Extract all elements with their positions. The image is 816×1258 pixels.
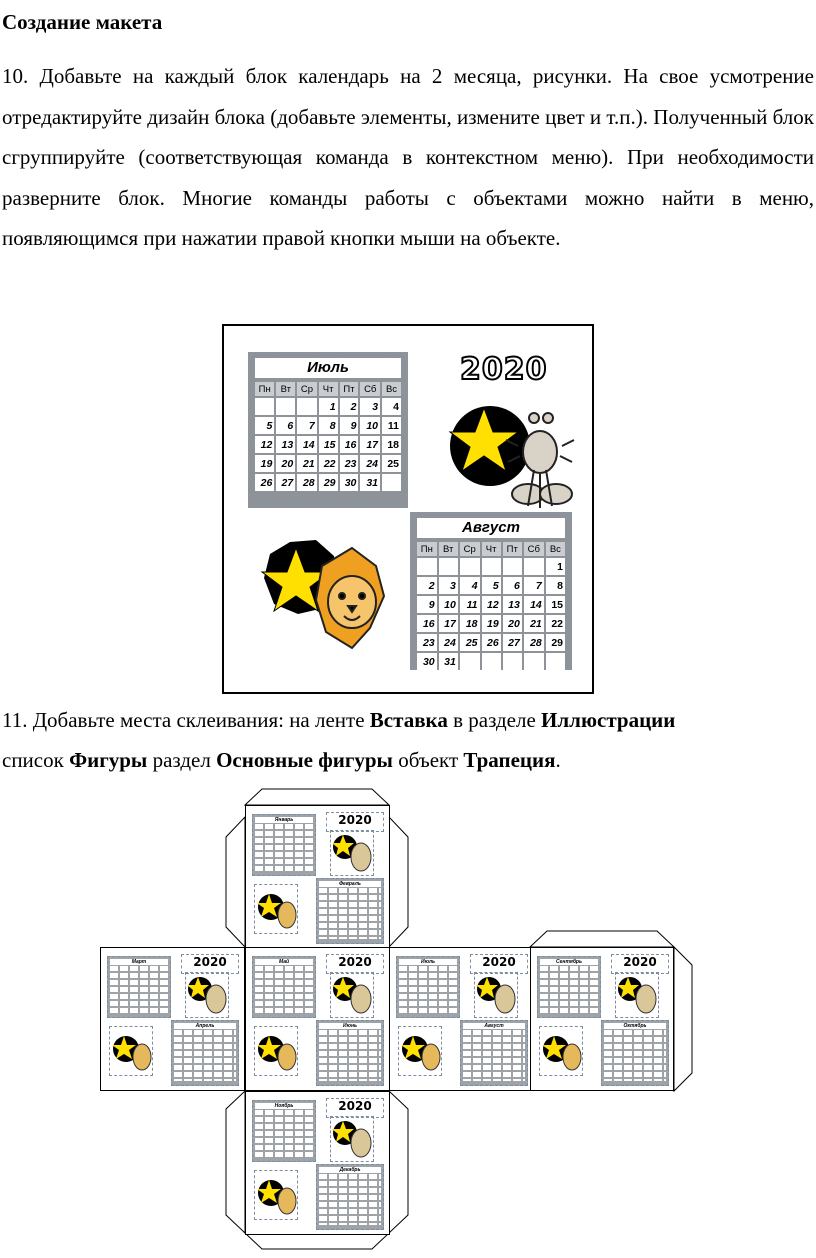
step-11-paragraph <box>2 700 814 780</box>
calendar-day-cell: 16 <box>417 615 437 632</box>
calendar-july <box>248 352 408 508</box>
calendar-day-cell <box>417 558 437 575</box>
glue-tab-top-right <box>389 817 408 947</box>
mini-calendar-grid <box>255 966 313 1013</box>
month-title-july: Июль <box>255 358 401 378</box>
calendar-day-cell: 9 <box>417 596 437 613</box>
calendar-day-cell <box>460 653 480 670</box>
mini-year-label: 2020 <box>326 1098 384 1118</box>
glue-tab-top <box>226 817 245 947</box>
calendar-day-cell: 6 <box>276 417 295 434</box>
calendar-day-cell <box>482 653 501 670</box>
calendar-day-cell: 17 <box>439 615 458 632</box>
calendar-day-cell: 9 <box>340 417 359 434</box>
bold-term-basic-shapes: Основные фигуры <box>216 748 393 772</box>
calendar-day-cell: 2 <box>340 398 359 415</box>
calendar-day-cell <box>546 653 565 670</box>
calendar-day-cell: 24 <box>360 455 380 472</box>
star-icon <box>255 1027 297 1075</box>
mini-zodiac-image <box>330 972 374 1018</box>
mini-zodiac-image <box>254 1170 298 1220</box>
calendar-day-cell: 13 <box>503 596 522 613</box>
glue-tab-right <box>530 931 674 947</box>
calendar-week-row <box>255 455 401 472</box>
cube-face <box>245 1091 390 1235</box>
calendar-day-cell: 27 <box>503 634 522 651</box>
bold-term-insert: Вставка <box>369 708 448 732</box>
calendar-day-cell: 10 <box>360 417 380 434</box>
calendar-day-cell: 1 <box>546 558 565 575</box>
mini-year-label: 2020 <box>326 954 384 974</box>
calendar-day-cell: 23 <box>417 634 437 651</box>
star-icon <box>475 973 517 1017</box>
mini-calendar-grid <box>319 1174 381 1225</box>
calendar-day-cell: 3 <box>360 398 380 415</box>
text-fragment: список <box>2 748 70 772</box>
mini-calendar-grid <box>255 824 313 871</box>
calendar-day-cell <box>276 398 295 415</box>
mini-calendar-grid <box>319 888 381 939</box>
mini-calendar <box>252 814 316 876</box>
calendar-day-cell: 28 <box>297 474 316 491</box>
mini-zodiac-image <box>474 972 518 1018</box>
star-icon <box>110 1027 152 1075</box>
calendar-day-cell: 16 <box>340 436 359 453</box>
calendar-day-cell <box>482 558 501 575</box>
mini-zodiac-image <box>398 1026 442 1076</box>
calendar-day-cell: 20 <box>503 615 522 632</box>
month-title-august: Август <box>417 518 565 538</box>
calendar-day-cell: 6 <box>503 577 522 594</box>
mini-zodiac-image <box>330 1116 374 1162</box>
calendar-day-cell: 25 <box>460 634 480 651</box>
cube-face <box>245 947 390 1091</box>
glue-tab-bottom <box>245 1233 389 1249</box>
calendar-day-cell: 7 <box>524 577 544 594</box>
weekday-header: Пт <box>340 382 359 396</box>
mini-zodiac-image <box>615 972 659 1018</box>
mini-month-title: Февраль <box>319 881 381 887</box>
mini-calendar-grid <box>319 1030 381 1081</box>
glue-tab-top-top <box>245 789 389 805</box>
star-icon <box>331 831 373 875</box>
weekday-header: Пн <box>255 382 274 396</box>
cube-face <box>530 947 674 1091</box>
calendar-day-cell: 12 <box>482 596 501 613</box>
glue-tab-bottom-left <box>226 1091 245 1233</box>
mini-calendar-grid <box>174 1030 236 1081</box>
mini-month-title: Январь <box>255 817 313 823</box>
calendar-day-cell: 23 <box>340 455 359 472</box>
calendar-day-cell <box>439 558 458 575</box>
weekday-header: Вс <box>546 542 565 556</box>
cube-net-figure <box>100 785 700 1253</box>
mini-year-label: 2020 <box>181 954 239 974</box>
calendar-day-cell: 10 <box>439 596 458 613</box>
calendar-day-cell: 31 <box>360 474 380 491</box>
mini-calendar-grid <box>604 1030 666 1081</box>
weekday-header: Сб <box>524 542 544 556</box>
mini-calendar-grid <box>463 1030 525 1081</box>
calendar-day-cell: 11 <box>460 596 480 613</box>
mini-year-label: 2020 <box>470 954 528 974</box>
calendar-week-row <box>255 474 401 491</box>
mini-year-label: 2020 <box>611 954 669 974</box>
calendar-day-cell: 5 <box>482 577 501 594</box>
star-icon <box>540 1027 582 1075</box>
star-icon <box>255 885 297 933</box>
mini-calendar <box>537 956 601 1018</box>
glue-tab-far-right <box>674 947 692 1091</box>
star-icon <box>186 973 228 1017</box>
mini-month-title: Август <box>463 1023 525 1029</box>
mini-calendar <box>252 956 316 1018</box>
calendar-day-cell: 8 <box>546 577 565 594</box>
weekday-header: Вс <box>382 382 401 396</box>
calendar-week-row <box>255 398 401 415</box>
text-fragment: 11. Добавьте места склеивания: на ленте <box>2 708 370 732</box>
mini-calendar <box>171 1020 239 1086</box>
calendar-day-cell: 21 <box>297 455 316 472</box>
mini-calendar <box>601 1020 669 1086</box>
year-label: 2020 <box>460 352 548 387</box>
mini-month-title: Декабрь <box>319 1167 381 1173</box>
calendar-day-cell: 18 <box>382 436 401 453</box>
calendar-day-cell: 15 <box>546 596 565 613</box>
weekday-header: Пт <box>503 542 522 556</box>
calendar-day-cell: 22 <box>319 455 338 472</box>
mini-calendar <box>316 878 384 944</box>
calendar-week-row <box>255 436 401 453</box>
calendar-day-cell: 20 <box>276 455 295 472</box>
calendar-day-cell: 15 <box>319 436 338 453</box>
calendar-day-cell <box>524 558 544 575</box>
step-10-paragraph: 10. Добавьте на каждый блок календарь на 2 месяца, рисунки. На свое усмотрение отредактируйте дизайн блока (добавьте элементы, измените цвет и т.п.). Полученный блок сгруппируйте (соответствующая команда в контекстном меню). При необходимости разверните блок. Многие команды работы с объектами можно найти в меню, появляющимся при нажатии правой кнопки мыши на объекте. <box>2 64 814 250</box>
mini-zodiac-image <box>254 884 298 934</box>
mini-month-title: Октябрь <box>604 1023 666 1029</box>
mini-month-title: Май <box>255 959 313 965</box>
calendar-day-cell: 26 <box>482 634 501 651</box>
zodiac-crab-image <box>448 396 578 516</box>
calendar-day-cell: 29 <box>546 634 565 651</box>
star-icon <box>616 973 658 1017</box>
calendar-day-cell: 25 <box>382 455 401 472</box>
mini-month-title: Апрель <box>174 1023 236 1029</box>
star-icon <box>331 973 373 1017</box>
weekday-header: Вт <box>276 382 295 396</box>
mini-zodiac-image <box>539 1026 583 1076</box>
mini-month-title: Ноябрь <box>255 1103 313 1109</box>
mini-zodiac-image <box>185 972 229 1018</box>
calendar-day-cell: 4 <box>382 398 401 415</box>
calendar-day-cell: 7 <box>297 417 316 434</box>
mini-calendar <box>460 1020 528 1086</box>
mini-calendar <box>396 956 460 1018</box>
heading: Создание макета <box>2 10 163 34</box>
calendar-grid-august <box>415 540 567 672</box>
calendar-week-row <box>417 615 565 632</box>
calendar-day-cell: 5 <box>255 417 274 434</box>
weekday-header: Чт <box>319 382 338 396</box>
calendar-grid-july <box>253 380 403 493</box>
calendar-week-row <box>417 558 565 575</box>
star-icon <box>399 1027 441 1075</box>
calendar-day-cell <box>503 558 522 575</box>
calendar-day-cell: 24 <box>439 634 458 651</box>
calendar-day-cell: 30 <box>417 653 437 670</box>
calendar-day-cell: 18 <box>460 615 480 632</box>
calendar-day-cell: 31 <box>439 653 458 670</box>
mini-zodiac-image <box>109 1026 153 1076</box>
text-fragment: . <box>555 748 561 772</box>
calendar-day-cell <box>297 398 316 415</box>
mini-month-title: Сентябрь <box>540 959 598 965</box>
mini-calendar-grid <box>399 966 457 1013</box>
weekday-header: Чт <box>482 542 501 556</box>
text-fragment: в разделе <box>447 708 542 732</box>
glue-tab-bottom-right <box>389 1091 408 1233</box>
mini-calendar <box>316 1164 384 1230</box>
mini-month-title: Июль <box>399 959 457 965</box>
mini-calendar-grid <box>110 966 168 1013</box>
calendar-day-cell: 22 <box>546 615 565 632</box>
calendar-week-row <box>417 596 565 613</box>
calendar-week-row <box>417 634 565 651</box>
bold-term-shapes: Фигуры <box>69 748 148 772</box>
calendar-day-cell: 30 <box>340 474 359 491</box>
cube-face <box>245 805 390 949</box>
calendar-day-cell: 26 <box>255 474 274 491</box>
calendar-day-cell: 14 <box>524 596 544 613</box>
calendar-day-cell: 19 <box>482 615 501 632</box>
weekday-header: Вт <box>439 542 458 556</box>
calendar-day-cell: 4 <box>460 577 480 594</box>
mini-month-title: Март <box>110 959 168 965</box>
calendar-day-cell <box>524 653 544 670</box>
calendar-day-cell: 3 <box>439 577 458 594</box>
calendar-day-cell <box>255 398 274 415</box>
weekday-header: Пн <box>417 542 437 556</box>
mini-calendar-grid <box>540 966 598 1013</box>
calendar-day-cell: 29 <box>319 474 338 491</box>
text-fragment: раздел <box>147 748 217 772</box>
calendar-day-cell: 11 <box>382 417 401 434</box>
calendar-day-cell: 27 <box>276 474 295 491</box>
star-icon <box>331 1117 373 1161</box>
calendar-day-cell: 19 <box>255 455 274 472</box>
weekday-header: Ср <box>460 542 480 556</box>
bold-term-trapezoid: Трапеция <box>463 748 556 772</box>
weekday-header: Сб <box>360 382 380 396</box>
mini-calendar <box>252 1100 316 1162</box>
mini-year-label: 2020 <box>326 812 384 832</box>
cube-face <box>389 947 534 1091</box>
mini-zodiac-image <box>254 1026 298 1076</box>
mini-zodiac-image <box>330 830 374 876</box>
calendar-week-row <box>255 417 401 434</box>
calendar-day-cell: 14 <box>297 436 316 453</box>
weekday-header: Ср <box>297 382 316 396</box>
lion-icon <box>316 548 384 648</box>
cube-face <box>100 947 245 1091</box>
mini-calendar <box>107 956 171 1018</box>
calendar-august <box>410 512 572 670</box>
calendar-day-cell: 13 <box>276 436 295 453</box>
calendar-day-cell: 8 <box>319 417 338 434</box>
calendar-day-cell <box>460 558 480 575</box>
calendar-day-cell <box>382 474 401 491</box>
star-icon <box>255 1171 297 1219</box>
calendar-day-cell: 17 <box>360 436 380 453</box>
calendar-week-row <box>417 577 565 594</box>
calendar-day-cell: 12 <box>255 436 274 453</box>
mini-calendar <box>316 1020 384 1086</box>
zodiac-lion-image <box>260 536 390 656</box>
bold-term-illustrations: Иллюстрации <box>541 708 676 732</box>
calendar-day-cell <box>503 653 522 670</box>
calendar-week-row <box>417 653 565 670</box>
calendar-day-cell: 21 <box>524 615 544 632</box>
text-fragment: объект <box>392 748 464 772</box>
calendar-day-cell: 2 <box>417 577 437 594</box>
mini-calendar-grid <box>255 1110 313 1157</box>
calendar-day-cell: 28 <box>524 634 544 651</box>
mini-month-title: Июнь <box>319 1023 381 1029</box>
calendar-block-figure <box>222 324 594 694</box>
calendar-day-cell: 1 <box>319 398 338 415</box>
